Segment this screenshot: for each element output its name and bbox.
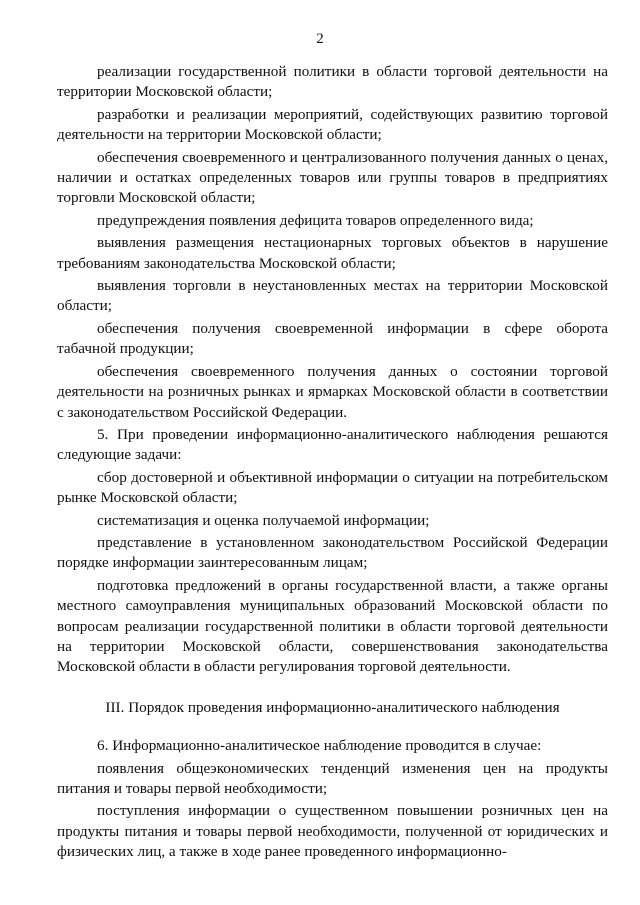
- paragraph: 6. Информационно-аналитическое наблюдение проводится в случае:: [97, 737, 542, 755]
- page-number: 2: [316, 31, 324, 47]
- paragraph: представление в установленном законодательством Российской Федерации порядке информации заинтересованным лицам;: [57, 533, 608, 572]
- document-body: [57, 62, 608, 865]
- paragraph: выявления размещения нестационарных торговых объектов в нарушение требованиям законодательства Московской области;: [57, 234, 608, 272]
- paragraph: разработки и реализации мероприятий, содействующих развитию торговой деятельности на территории Московской области;: [57, 105, 608, 144]
- paragraph: обеспечения своевременного и централизованного получения данных о ценах, наличии и остатках определенных товаров или группы товаров в предприятиях торговли Московской области;: [57, 148, 608, 207]
- paragraph: поступления информации о существенном повышении розничных цен на продукты питания и товары первой необходимости, полученной от юридических и физических лиц, а также в ходе ранее проведенного информационно-: [57, 802, 608, 861]
- section-title: III. Порядок проведения информационно-аналитического наблюдения: [105, 698, 560, 716]
- paragraph: сбор достоверной и объективной информации о ситуации на потребительском рынке Московской области;: [57, 468, 608, 507]
- paragraph: выявления торговли в неустановленных местах на территории Московской области;: [57, 277, 608, 315]
- paragraph: систематизация и оценка получаемой информации;: [97, 511, 430, 529]
- paragraph: предупреждения появления дефицита товаров определенного вида;: [97, 211, 534, 229]
- paragraph: обеспечения своевременного получения данных о состоянии торговой деятельности на розничных рынках и ярмарках Московской области в соответствии с законодательством Российской Федерации.: [57, 362, 608, 421]
- paragraph: обеспечения получения своевременной информации в сфере оборота табачной продукции;: [57, 319, 608, 358]
- paragraph: появления общеэкономических тенденций изменения цен на продукты питания и товары первой необходимости;: [57, 759, 608, 797]
- paragraph: подготовка предложений в органы государственной власти, а также органы местного самоуправления муниципальных образований Московской области по вопросам реализации государственной политики в области торговой деятельности на территории Московской области, совершенствования законодательства Московской области в области регулирования торговой деятельности.: [57, 576, 608, 676]
- paragraph: 5. При проведении информационно-аналитического наблюдения решаются следующие задачи:: [57, 425, 608, 464]
- paragraph: реализации государственной политики в области торговой деятельности на территории Московской области;: [57, 63, 608, 101]
